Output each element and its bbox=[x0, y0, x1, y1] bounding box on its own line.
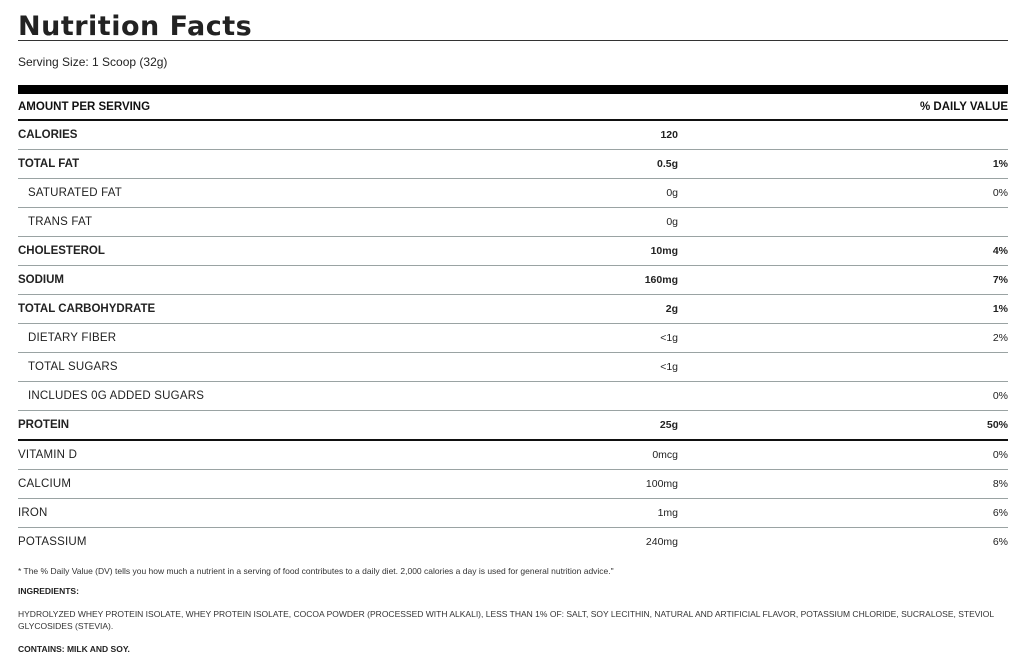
nutrient-daily-value: 0% bbox=[992, 187, 1008, 199]
table-row bbox=[18, 441, 1008, 470]
nutrient-label: INCLUDES 0G ADDED SUGARS bbox=[28, 390, 205, 402]
nutrient-label: DIETARY FIBER bbox=[28, 332, 117, 344]
nutrient-daily-value: 0% bbox=[992, 449, 1008, 461]
nutrient-daily-value: 6% bbox=[992, 507, 1008, 519]
nutrient-label: SATURATED FAT bbox=[28, 187, 122, 199]
ingredients-list: HYDROLYZED WHEY PROTEIN ISOLATE, WHEY PROTEIN ISOLATE, COCOA POWDER (PROCESSED WITH ALKALI), LESS THAN 1% OF: SALT, SOY LECITHIN, NATURAL AND ARTIFICIAL FLAVOR, POTASSIUM CHLORIDE, SUCRALOSE, STEVIOL GLYCOSIDES (STEVIA). bbox=[18, 609, 994, 631]
nutrient-daily-value: 7% bbox=[992, 274, 1008, 286]
ingredients-heading: INGREDIENTS: bbox=[18, 586, 79, 596]
table-row bbox=[18, 470, 1008, 499]
nutrient-amount: 1mg bbox=[657, 507, 678, 519]
nutrient-label: TRANS FAT bbox=[28, 216, 93, 228]
nutrient-amount: 25g bbox=[659, 419, 678, 431]
nutrient-amount: 0mcg bbox=[652, 449, 678, 461]
table-row bbox=[18, 179, 1008, 208]
nutrient-label: CHOLESTEROL bbox=[18, 245, 105, 257]
nutrient-label: POTASSIUM bbox=[18, 536, 87, 548]
nutrient-daily-value: 8% bbox=[992, 478, 1008, 490]
nutrient-amount: 2g bbox=[665, 303, 678, 315]
nutrient-label: CALCIUM bbox=[18, 478, 72, 490]
nutrient-label: SODIUM bbox=[18, 274, 64, 286]
table-header bbox=[18, 94, 1008, 121]
nutrient-label: TOTAL FAT bbox=[18, 158, 80, 170]
table-row bbox=[18, 499, 1008, 528]
nutrient-label: IRON bbox=[18, 507, 48, 519]
serving-size: Serving Size: 1 Scoop (32g) bbox=[18, 55, 168, 69]
page-title: Nutrition Facts bbox=[18, 11, 253, 42]
nutrient-daily-value: 6% bbox=[992, 536, 1008, 548]
nutrient-amount: 240mg bbox=[645, 536, 678, 548]
allergen-statement: CONTAINS: MILK AND SOY. bbox=[18, 644, 130, 654]
nutrient-label: TOTAL CARBOHYDRATE bbox=[18, 303, 156, 315]
table-row bbox=[18, 208, 1008, 237]
nutrient-amount: <1g bbox=[660, 361, 678, 373]
table-row bbox=[18, 382, 1008, 411]
table-row bbox=[18, 324, 1008, 353]
thick-divider bbox=[18, 85, 1008, 94]
daily-value-footnote: * The % Daily Value (DV) tells you how much a nutrient in a serving of food contributes to a daily diet. 2,000 calories a day is used for general nutrition advice." bbox=[18, 566, 614, 576]
amount-per-serving-header: AMOUNT PER SERVING bbox=[18, 100, 151, 113]
nutrient-amount: 0g bbox=[666, 187, 678, 199]
nutrient-label: PROTEIN bbox=[18, 419, 70, 431]
nutrition-facts-panel bbox=[18, 0, 1008, 655]
table-row bbox=[18, 266, 1008, 295]
nutrient-daily-value: 1% bbox=[992, 158, 1008, 170]
table-row bbox=[18, 237, 1008, 266]
nutrient-daily-value: 2% bbox=[992, 332, 1008, 344]
nutrient-daily-value: 0% bbox=[992, 390, 1008, 402]
daily-value-header: % DAILY VALUE bbox=[920, 100, 1008, 113]
nutrient-label: TOTAL SUGARS bbox=[28, 361, 118, 373]
nutrient-daily-value: 4% bbox=[992, 245, 1008, 257]
table-row bbox=[18, 411, 1008, 441]
nutrient-amount: 10mg bbox=[650, 245, 678, 257]
nutrient-amount: 160mg bbox=[644, 274, 678, 286]
nutrient-amount: 120 bbox=[660, 129, 678, 141]
nutrient-label: CALORIES bbox=[18, 129, 78, 141]
nutrient-daily-value: 1% bbox=[992, 303, 1008, 315]
table-row bbox=[18, 353, 1008, 382]
table-row bbox=[18, 150, 1008, 179]
table-row bbox=[18, 121, 1008, 150]
nutrient-amount: 100mg bbox=[645, 478, 678, 490]
table-row bbox=[18, 295, 1008, 324]
nutrient-amount: 0.5g bbox=[656, 158, 678, 170]
table-row bbox=[18, 528, 1008, 556]
nutrient-label: VITAMIN D bbox=[18, 449, 78, 461]
nutrient-amount: <1g bbox=[660, 332, 678, 344]
nutrient-amount: 0g bbox=[666, 216, 678, 228]
nutrient-daily-value: 50% bbox=[986, 419, 1008, 431]
